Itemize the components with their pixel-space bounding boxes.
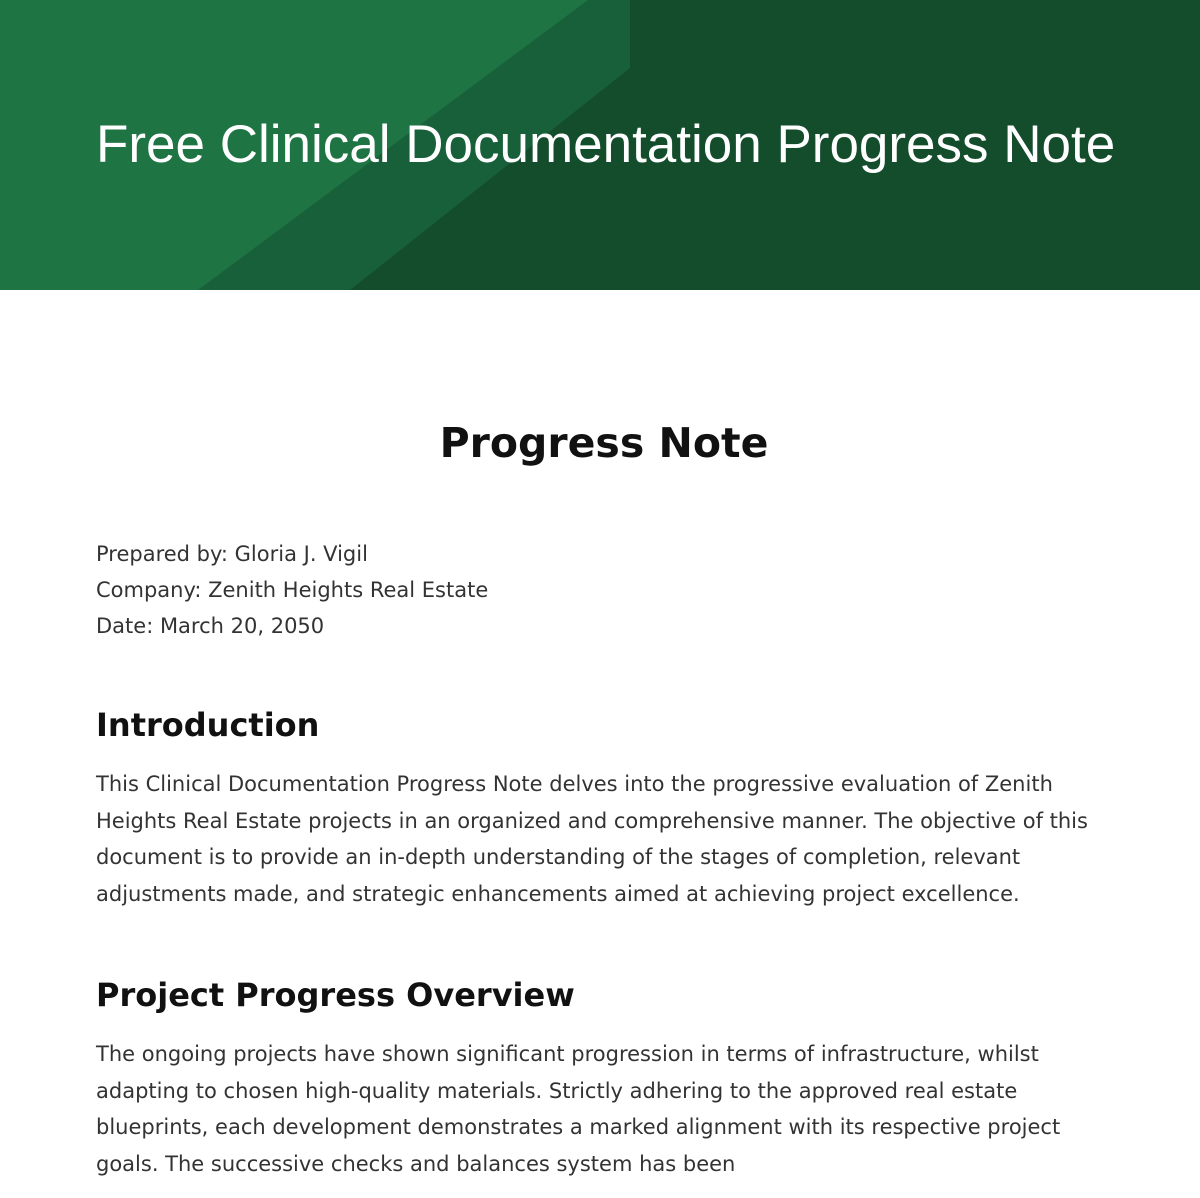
document-body bbox=[96, 413, 1106, 1182]
project-progress-overview-paragraph: The ongoing projects have shown significant progression in terms of infrastructure, whilst adapting to chosen high-quality materials. Strictly adhering to the approved real estate blueprints, each development demonstrates a marked alignment with its respective project goals. The successive checks and balances system has been bbox=[96, 1042, 1061, 1176]
introduction-paragraph: This Clinical Documentation Progress Note delves into the progressive evaluation of Zenith Heights Real Estate projects in an organized and comprehensive manner. The objective of this document is to provide an in-depth understanding of the stages of completion, relevant adjustments made, and strategic enhancements aimed at achieving project excellence. bbox=[96, 772, 1088, 906]
document-title: Progress Note bbox=[439, 419, 769, 467]
project-progress-overview-section bbox=[96, 973, 1106, 1182]
introduction-heading: Introduction bbox=[96, 706, 320, 744]
introduction-section bbox=[96, 703, 1106, 912]
prepared-by: Prepared by: Gloria J. Vigil bbox=[96, 542, 368, 566]
company: Company: Zenith Heights Real Estate bbox=[96, 578, 489, 602]
document-meta bbox=[96, 536, 1106, 644]
project-progress-overview-heading: Project Progress Overview bbox=[96, 976, 575, 1014]
date: Date: March 20, 2050 bbox=[96, 614, 325, 638]
header-banner bbox=[0, 0, 1200, 290]
banner-title: Free Clinical Documentation Progress Note bbox=[96, 115, 1116, 174]
